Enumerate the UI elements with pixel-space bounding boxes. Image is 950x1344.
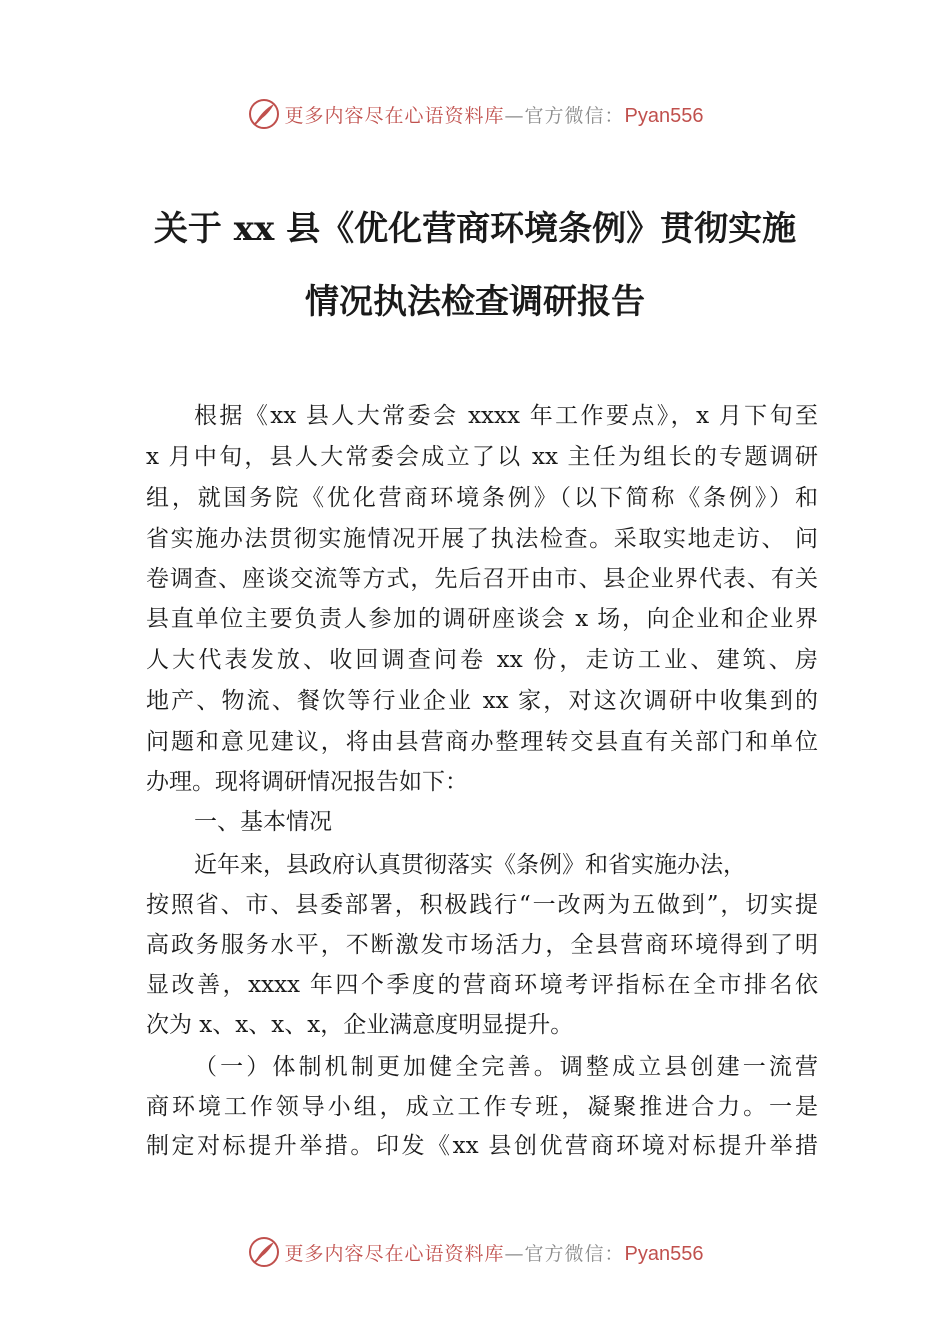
document-title-line-1: 关于 xx 县《优化营商环境条例》贯彻实施 — [153, 209, 797, 249]
watermark-site-name: 更多内容尽在心语资料库 — [284, 1242, 505, 1265]
body-line: 按照省、市、县委部署，积极践行“一改两为五做到”，切实提 — [146, 892, 818, 918]
body-line: x 月中旬，县人大常委会成立了以 xx 主任为组长的专题调研 — [146, 444, 818, 470]
body-line: 县直单位主要负责人参加的调研座谈会 x 场，向企业和企业界 — [146, 606, 818, 632]
body-line: 人大代表发放、收回调查问卷 xx 份，走访工业、建筑、房 — [146, 647, 818, 673]
watermark-wechat-label: 官方微信： — [524, 104, 625, 127]
section-heading: 一、基本情况 — [194, 809, 332, 835]
body-line: 办理。现将调研情况报告如下： — [146, 769, 468, 795]
feather-pen-logo-icon — [247, 97, 281, 131]
body-line: 地产、物流、餐饮等行业企业 xx 家，对这次调研中收集到的 — [146, 688, 818, 714]
body-line: 制定对标提升举措。印发《xx 县创优营商环境对标提升举措 — [146, 1133, 818, 1159]
body-line: 问题和意见建议，将由县营商办整理转交县直有关部门和单位 — [146, 729, 818, 755]
watermark-site-name: 更多内容尽在心语资料库 — [284, 104, 505, 127]
watermark-wechat-id: Pyan556 — [624, 104, 704, 127]
body-line: 根据《xx 县人大常委会 xxxx 年工作要点》，x 月下旬至 — [194, 403, 818, 429]
body-line: 近年来，县政府认真贯彻落实《条例》和省实施办法， — [194, 852, 746, 878]
body-line: 组，就国务院《优化营商环境条例》（以下简称《条例》）和 — [146, 485, 818, 511]
watermark-dash: — — [504, 1242, 525, 1265]
body-line: 高政务服务水平，不断激发市场活力，全县营商环境得到了明 — [146, 932, 818, 958]
body-line: 卷调查、座谈交流等方式，先后召开由市、县企业界代表、有关 — [146, 566, 818, 592]
header-watermark — [0, 94, 950, 134]
footer-watermark — [0, 1232, 950, 1272]
body-line: 商环境工作领导小组，成立工作专班，凝聚推进合力。一是 — [146, 1094, 818, 1120]
feather-pen-logo-icon — [247, 1235, 281, 1269]
watermark-dash: — — [504, 104, 525, 127]
body-line: 省实施办法贯彻实施情况开展了执法检查。采取实地走访、 问 — [146, 526, 818, 552]
subsection-heading: （一）体制机制更加健全完善。调整成立县创建一流营 — [194, 1054, 818, 1080]
body-line: 显改善，xxxx 年四个季度的营商环境考评指标在全市排名依 — [146, 972, 818, 998]
body-line: 次为 x、x、x、x，企业满意度明显提升。 — [146, 1012, 574, 1038]
watermark-wechat-label: 官方微信： — [524, 1242, 625, 1265]
document-title-line-2: 情况执法检查调研报告 — [305, 282, 645, 322]
watermark-wechat-id: Pyan556 — [624, 1242, 704, 1265]
